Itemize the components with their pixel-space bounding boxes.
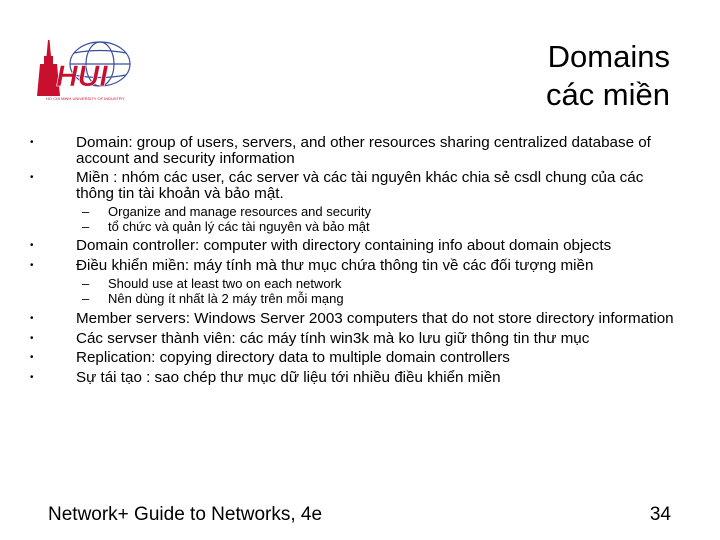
bullet-item [28,238,678,254]
sub-bullet-item [28,291,678,306]
bullet-item [28,350,678,366]
bullet-marker: • [30,172,34,183]
bullet-text: Nên dùng ít nhất là 2 máy trên mỗi mạng [108,291,344,306]
sub-bullet-item [28,219,678,234]
bullet-item [28,135,678,166]
title-line-1: Domains [547,39,670,74]
bullet-marker: • [30,352,34,363]
title-line-2: các miền [545,77,670,112]
bullet-item [28,370,678,386]
dash-marker: – [82,291,90,306]
bullet-text: Member servers: Windows Server 2003 computers that do not store directory information [76,310,674,327]
bullet-text: Miền : nhóm các user, các server và các tài nguyên khác chia sẻ csdl chung của các thông tin tài khoản và bảo mật. [76,169,644,202]
bullet-item [28,331,678,347]
bullet-item [28,311,678,327]
bullet-item [28,170,678,201]
bullet-marker: • [30,240,34,251]
bullet-text: Should use at least two on each network [108,276,342,291]
hui-logo [34,36,142,104]
page-number: 34 [649,504,671,525]
bullet-text: Domain controller: computer with directory containing info about domain objects [76,237,612,254]
bullet-text: Các servser thành viên: các máy tính win3k mà ko lưu giữ thông tin thư mục [76,329,590,347]
dash-marker: – [82,276,90,291]
bullet-marker: • [30,137,34,148]
bullet-text: Sự tái tạo : sao chép thư mục dữ liệu tới nhiều điều khiển miền [76,368,501,386]
bullet-text: tổ chức và quản lý các tài nguyên và bảo mật [108,219,370,234]
bullet-text: Organize and manage resources and security [108,204,372,219]
bullet-list [28,135,678,385]
logo-subtext: HO CHI MINH UNIVERSITY OF INDUSTRY [46,96,125,101]
bullet-marker: • [30,259,34,271]
slide-title [546,38,670,114]
bullet-item [28,258,678,274]
bullet-text: Domain: group of users, servers, and other resources sharing centralized database of account and security information [76,134,651,167]
dash-marker: – [82,219,90,234]
bullet-marker: • [30,371,34,383]
footer-book-title: Network+ Guide to Networks, 4e [48,504,323,525]
dash-marker: – [82,204,90,219]
sub-bullet-item [28,276,678,291]
bullet-marker: • [30,313,34,324]
bullet-text: Replication: copying directory data to multiple domain controllers [76,349,510,366]
bullet-marker: • [30,332,34,344]
sub-bullet-item [28,204,678,219]
bullet-text: Điều khiển miền: máy tính mà thư mục chứa thông tin về các đối tượng miền [76,256,594,274]
logo-text: HUI [56,60,108,93]
